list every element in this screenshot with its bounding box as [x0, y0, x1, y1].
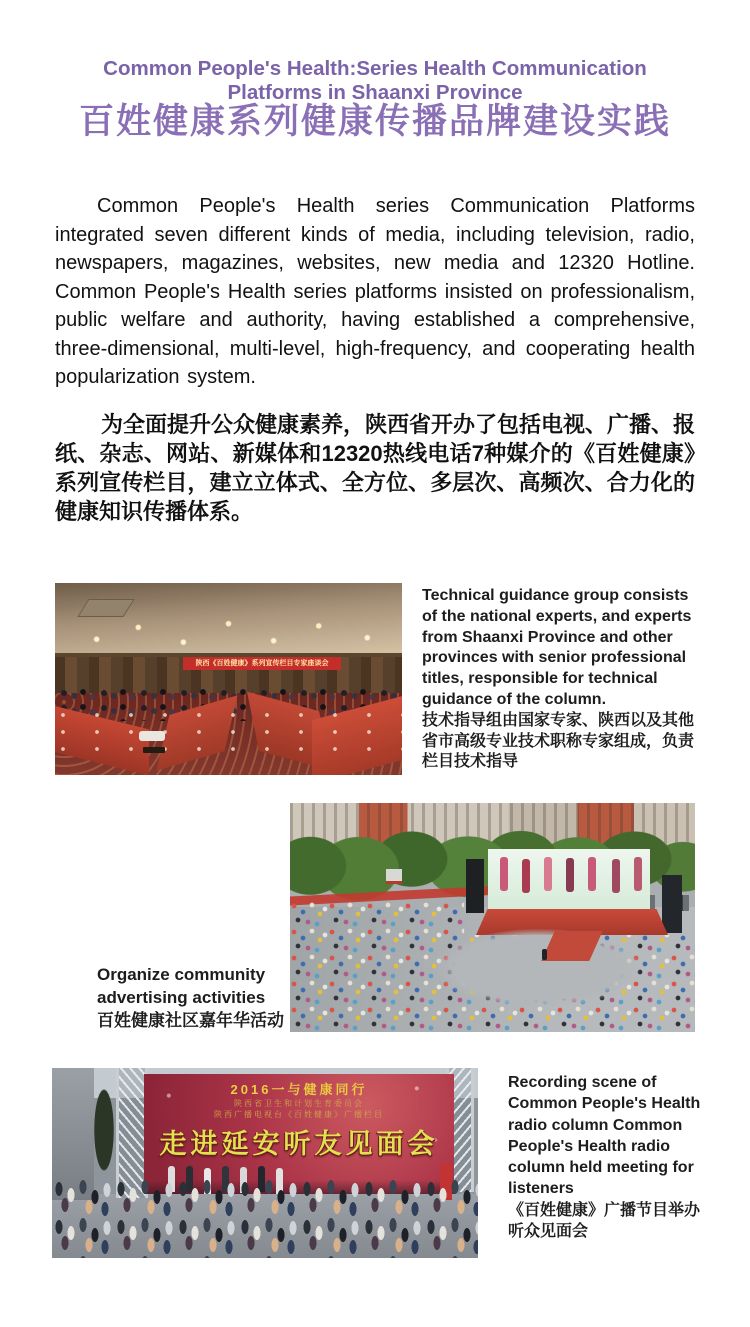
photo1-projector — [139, 731, 165, 741]
caption-community-activities-chinese: 百姓健康社区嘉年华活动 — [97, 1011, 284, 1030]
caption-radio-meeting — [508, 1072, 708, 1242]
caption-technical-guidance-english: Technical guidance group consists of the national experts, and experts from Shaanxi Province and other provinces with senior professional titles, responsible for technical guidance of the column. — [422, 587, 692, 708]
radio-listeners-meeting-photo — [52, 1068, 478, 1258]
page-title-english — [0, 57, 750, 104]
photo2-billboard-figures — [500, 857, 508, 891]
caption-radio-meeting-english: Recording scene of Common People's Health radio column Common People's Health radio column held meeting for listeners — [508, 1074, 701, 1198]
community-carnival-photo — [290, 803, 695, 1032]
page-title-english-line2: Platforms in Shaanxi Province — [227, 80, 523, 104]
caption-technical-guidance-chinese: 技术指导组由国家专家、陕西以及其他省市高级专业技术职称专家组成，负责栏目技术指导 — [422, 711, 695, 771]
photo3-backdrop-organizer-line2: 陕西广播电视台《百姓健康》广播栏目 — [214, 1110, 384, 1119]
intro-paragraph-english: Common People's Health series Communication Platforms integrated seven different kinds of media, including television, radio, newspapers, magazines, websites, new media and 12320 Hotline. Common People's Health series platforms insisted on professionalism, public welfare and authority, having established a comprehensive, three-dimensional, multi-level, high-frequency, and cooperating health popularization system. — [55, 195, 695, 388]
photo2-speaker-right — [662, 875, 682, 933]
photo2-speaker-left — [466, 859, 484, 913]
caption-radio-meeting-chinese: 《百姓健康》广播节目举办听众见面会 — [508, 1201, 701, 1241]
photo2-performer — [542, 949, 547, 960]
expert-symposium-photo — [55, 583, 402, 775]
caption-technical-guidance — [422, 586, 702, 773]
photo1-papers-on-tables — [55, 709, 402, 753]
photo3-backdrop-organizer-line1: 陕西省卫生和计划生育委员会 — [234, 1099, 364, 1108]
photo1-ceiling — [55, 583, 402, 657]
photo2-stage-billboard — [488, 849, 650, 913]
photo3-backdrop-main-title: 走进延安听友见面会 — [159, 1129, 439, 1159]
intro-paragraph-chinese: 为全面提升公众健康素养，陕西省开办了包括电视、广播、报纸、杂志、网站、新媒体和12320热线电话7种媒介的《百姓健康》系列宣传栏目，建立立体式、全方位、多层次、高频次、合力化的健康知识传播体系。 — [55, 412, 696, 524]
photo3-stage-backdrop — [144, 1074, 454, 1194]
page-title-chinese: 百姓健康系列健康传播品牌建设实践 — [78, 102, 671, 141]
caption-community-activities-english: Organize community advertising activities — [97, 965, 266, 1007]
photo2-basketball-hoop — [386, 869, 402, 884]
photo3-backdrop-top-slogan: 2016一与健康同行 — [230, 1082, 368, 1097]
page-title-english-line1: Common People's Health:Series Health Communication — [103, 57, 647, 80]
photo2-open-court-area — [436, 929, 640, 1007]
photo1-red-banner: 陕西《百姓健康》系列宣传栏目专家座谈会 — [183, 657, 341, 670]
caption-community-activities — [97, 963, 305, 1032]
photo3-audience-crowd — [52, 1178, 478, 1258]
